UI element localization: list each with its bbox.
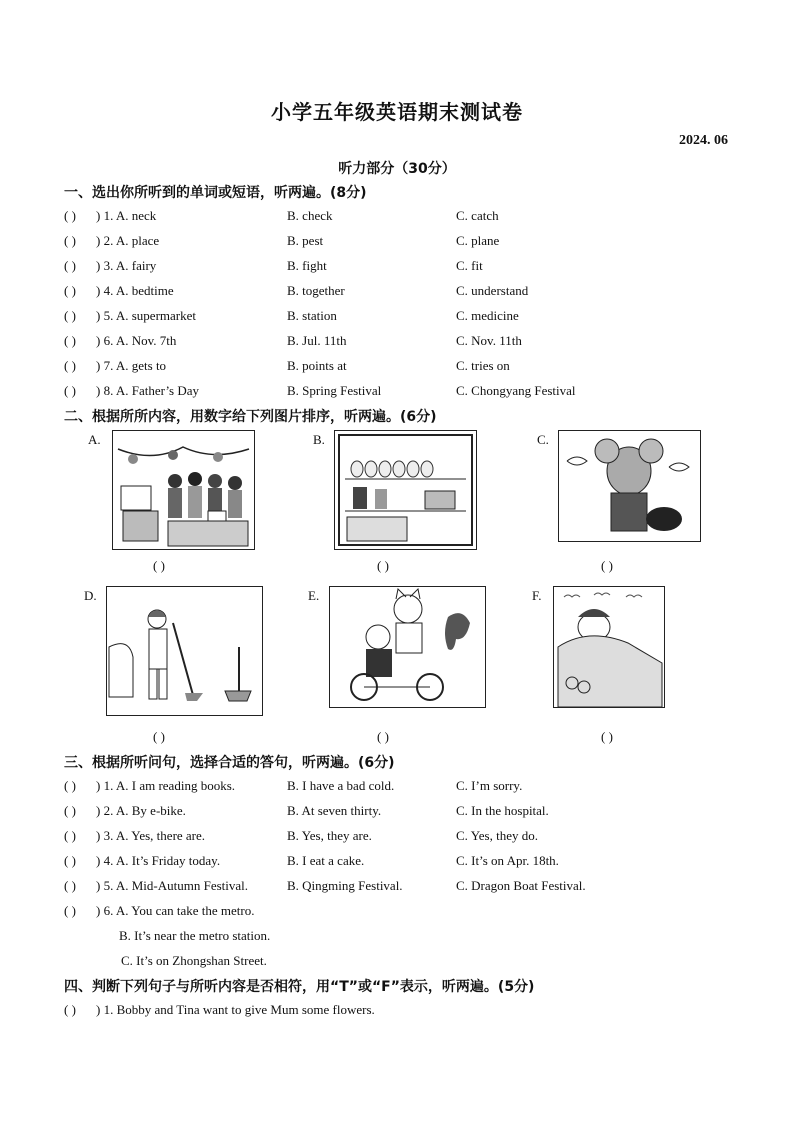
section-3-heading: 三、根据所听问句，选择合适的答句，听两遍。(6分) bbox=[64, 755, 395, 771]
picture-e-cats-riding-bike bbox=[329, 586, 486, 708]
option-a: ) 2. A. By e-bike. bbox=[96, 803, 186, 818]
question-row bbox=[0, 333, 794, 355]
option-c: C. Yes, they do. bbox=[456, 828, 538, 843]
picture-f-answer[interactable]: ( ) bbox=[601, 729, 613, 744]
option-a: ) 5. A. supermarket bbox=[96, 308, 197, 323]
question-row bbox=[0, 778, 794, 800]
section-3-q6-option-c-row bbox=[0, 953, 794, 975]
picture-label-f: F. bbox=[532, 588, 542, 603]
section-4-heading: 四、判断下列句子与所听内容是否相符，用“T”或“F”表示，听两遍。(5分) bbox=[64, 979, 535, 995]
picture-label-b: B. bbox=[313, 432, 325, 447]
answer-paren[interactable]: ( ) bbox=[64, 828, 76, 843]
answer-paren[interactable]: ( ) bbox=[64, 333, 76, 348]
picture-b-answer[interactable]: ( ) bbox=[377, 558, 389, 573]
picture-label-e: E. bbox=[308, 588, 320, 603]
option-c: C. It’s on Apr. 18th. bbox=[456, 853, 559, 868]
option-a: ) 5. A. Mid-Autumn Festival. bbox=[96, 878, 249, 893]
option-a: ) 4. A. It’s Friday today. bbox=[96, 853, 221, 868]
option-b: B. Spring Festival bbox=[287, 383, 382, 398]
question-row bbox=[0, 283, 794, 305]
option-c: C. catch bbox=[456, 208, 499, 223]
option-a: ) 1. A. neck bbox=[96, 208, 157, 223]
statement: ) 1. Bobby and Tina want to give Mum some flowers. bbox=[96, 1002, 375, 1017]
picture-label-c: C. bbox=[537, 432, 549, 447]
option-b: B. station bbox=[287, 308, 337, 323]
option-b: B. I have a bad cold. bbox=[287, 778, 395, 793]
picture-d-sweeping-floor bbox=[106, 586, 263, 716]
picture-b-fridge bbox=[334, 430, 477, 550]
picture-c-sneezing-mouse bbox=[558, 430, 701, 542]
option-c: C. Dragon Boat Festival. bbox=[456, 878, 586, 893]
question-row bbox=[0, 208, 794, 230]
option-c: C. In the hospital. bbox=[456, 803, 549, 818]
option-b: B. points at bbox=[287, 358, 347, 373]
option-b: B. I eat a cake. bbox=[287, 853, 365, 868]
picture-a-party bbox=[112, 430, 255, 550]
answer-paren[interactable]: ( ) bbox=[64, 258, 76, 273]
answer-paren[interactable]: ( ) bbox=[64, 803, 76, 818]
question-row bbox=[0, 233, 794, 255]
option-c: C. Chongyang Festival bbox=[456, 383, 576, 398]
option-b: B. It’s near the metro station. bbox=[119, 928, 271, 943]
option-c: C. Nov. 11th bbox=[456, 333, 522, 348]
picture-f-girl-in-bed bbox=[553, 586, 665, 708]
question-row bbox=[0, 383, 794, 405]
answer-paren[interactable]: ( ) bbox=[64, 208, 76, 223]
option-c: C. fit bbox=[456, 258, 483, 273]
option-c: C. I’m sorry. bbox=[456, 778, 523, 793]
answer-paren[interactable]: ( ) bbox=[64, 853, 76, 868]
option-a: ) 3. A. fairy bbox=[96, 258, 157, 273]
answer-paren[interactable]: ( ) bbox=[64, 903, 76, 918]
question-row bbox=[0, 878, 794, 900]
picture-c-answer[interactable]: ( ) bbox=[601, 558, 613, 573]
option-a: ) 3. A. Yes, there are. bbox=[96, 828, 206, 843]
section-4-q1 bbox=[0, 1002, 794, 1024]
option-c: C. plane bbox=[456, 233, 500, 248]
question-row bbox=[0, 308, 794, 330]
option-b: B. Qingming Festival. bbox=[287, 878, 403, 893]
option-c: C. understand bbox=[456, 283, 529, 298]
section-1-heading: 一、选出你所听到的单词或短语，听两遍。(8分) bbox=[64, 185, 367, 201]
option-b: B. At seven thirty. bbox=[287, 803, 382, 818]
question-row bbox=[0, 828, 794, 850]
option-a: ) 7. A. gets to bbox=[96, 358, 167, 373]
section-2-heading: 二、根据所所内容，用数字给下列图片排序，听两遍。(6分) bbox=[64, 409, 437, 425]
option-c: C. tries on bbox=[456, 358, 510, 373]
answer-paren[interactable]: ( ) bbox=[64, 1002, 76, 1017]
answer-paren[interactable]: ( ) bbox=[64, 878, 76, 893]
section-3-q6 bbox=[0, 903, 794, 925]
answer-paren[interactable]: ( ) bbox=[64, 283, 76, 298]
picture-label-d: D. bbox=[84, 588, 97, 603]
option-b: B. Yes, they are. bbox=[287, 828, 372, 843]
picture-e-answer[interactable]: ( ) bbox=[377, 729, 389, 744]
question-row bbox=[0, 358, 794, 380]
option-b: B. pest bbox=[287, 233, 324, 248]
answer-paren[interactable]: ( ) bbox=[64, 383, 76, 398]
question-row bbox=[0, 853, 794, 875]
picture-label-a: A. bbox=[88, 432, 101, 447]
picture-d-answer[interactable]: ( ) bbox=[153, 729, 165, 744]
answer-paren[interactable]: ( ) bbox=[64, 358, 76, 373]
option-a: ) 2. A. place bbox=[96, 233, 160, 248]
option-a: ) 1. A. I am reading books. bbox=[96, 778, 236, 793]
option-c: C. It’s on Zhongshan Street. bbox=[121, 953, 267, 968]
answer-paren[interactable]: ( ) bbox=[64, 778, 76, 793]
part-title: 听力部分（30分） bbox=[338, 161, 456, 177]
option-a: ) 6. A. Nov. 7th bbox=[96, 333, 177, 348]
option-b: B. fight bbox=[287, 258, 327, 273]
option-a: ) 8. A. Father’s Day bbox=[96, 383, 200, 398]
answer-paren[interactable]: ( ) bbox=[64, 233, 76, 248]
picture-a-answer[interactable]: ( ) bbox=[153, 558, 165, 573]
section-3-q6-option-b-row bbox=[0, 928, 794, 950]
question-row bbox=[0, 258, 794, 280]
option-c: C. medicine bbox=[456, 308, 519, 323]
question-row bbox=[0, 803, 794, 825]
option-a: ) 6. A. You can take the metro. bbox=[96, 903, 255, 918]
option-a: ) 4. A. bedtime bbox=[96, 283, 174, 298]
answer-paren[interactable]: ( ) bbox=[64, 308, 76, 323]
exam-date: 2024. 06 bbox=[679, 133, 728, 148]
option-b: B. check bbox=[287, 208, 333, 223]
option-b: B. Jul. 11th bbox=[287, 333, 347, 348]
page-title: 小学五年级英语期末测试卷 bbox=[271, 100, 523, 124]
option-b: B. together bbox=[287, 283, 345, 298]
